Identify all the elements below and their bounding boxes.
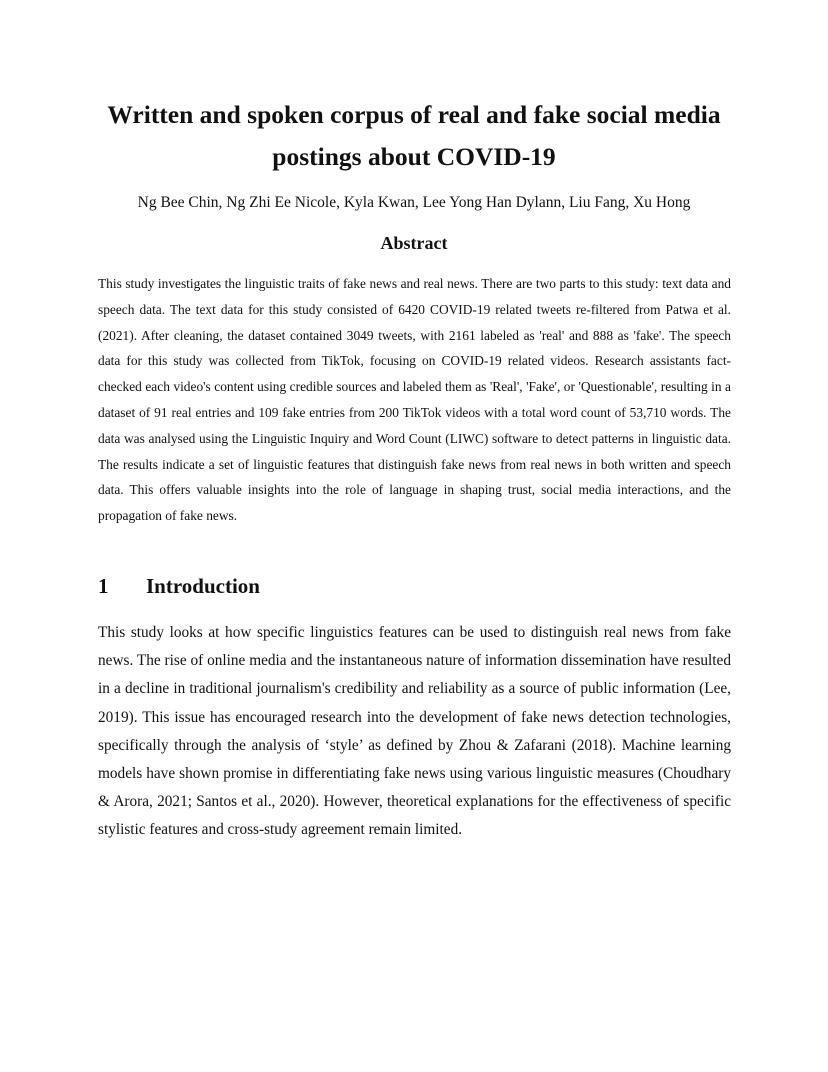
abstract-body: This study investigates the linguistic traits of fake news and real news. There are two parts to this study: text data and speech data. The text data for this study consisted of 6420 COVID-19 related tweets re-filtered from Patwa et al. (2021). After cleaning, the dataset contained 3049 tweets, with 2161 labeled as 'real' and 888 as 'fake'. The speech data for this study was collected from TikTok, focusing on COVID-19 related videos. Research assistants fact-checked each video's content using credible sources and labeled them as 'Real', 'Fake', or 'Questionable', resulting in a dataset of 91 real entries and 109 fake entries from 200 TikTok videos with a total word count of 53,710 words. The data was analysed using the Linguistic Inquiry and Word Count (LIWC) software to detect patterns in linguistic data. The results indicate a set of linguistic features that distinguish fake news from real news in both written and speech data. This offers valuable insights into the role of language in shaping trust, social media interactions, and the propagation of fake news. [98, 276, 731, 524]
paper-title-line1: Written and spoken corpus of real and fake social media [107, 100, 721, 129]
section-number: 1 [98, 574, 109, 598]
section-heading-introduction [98, 572, 731, 600]
abstract-heading: Abstract [380, 233, 448, 253]
section-title: Introduction [146, 574, 260, 598]
paper-title-line2: postings about COVID-19 [272, 142, 556, 171]
author-list: Ng Bee Chin, Ng Zhi Ee Nicole, Kyla Kwan, Lee Yong Han Dylann, Liu Fang, Xu Hong [137, 194, 691, 211]
introduction-body: This study looks at how specific linguistics features can be used to distinguish real news from fake news. The rise of online media and the instantaneous nature of information dissemination have resulted in a decline in traditional journalism's credibility and reliability as a source of public information (Lee, 2019). This issue has encouraged research into the development of fake news detection technologies, specifically through the analysis of ‘style’ as defined by Zhou & Zafarani (2018). Machine learning models have shown promise in differentiating fake news using various linguistic measures (Choudhary & Arora, 2021; Santos et al., 2020). However, theoretical explanations for the effectiveness of specific stylistic features and cross-study agreement remain limited. [98, 624, 731, 839]
paper-title [60, 94, 768, 178]
